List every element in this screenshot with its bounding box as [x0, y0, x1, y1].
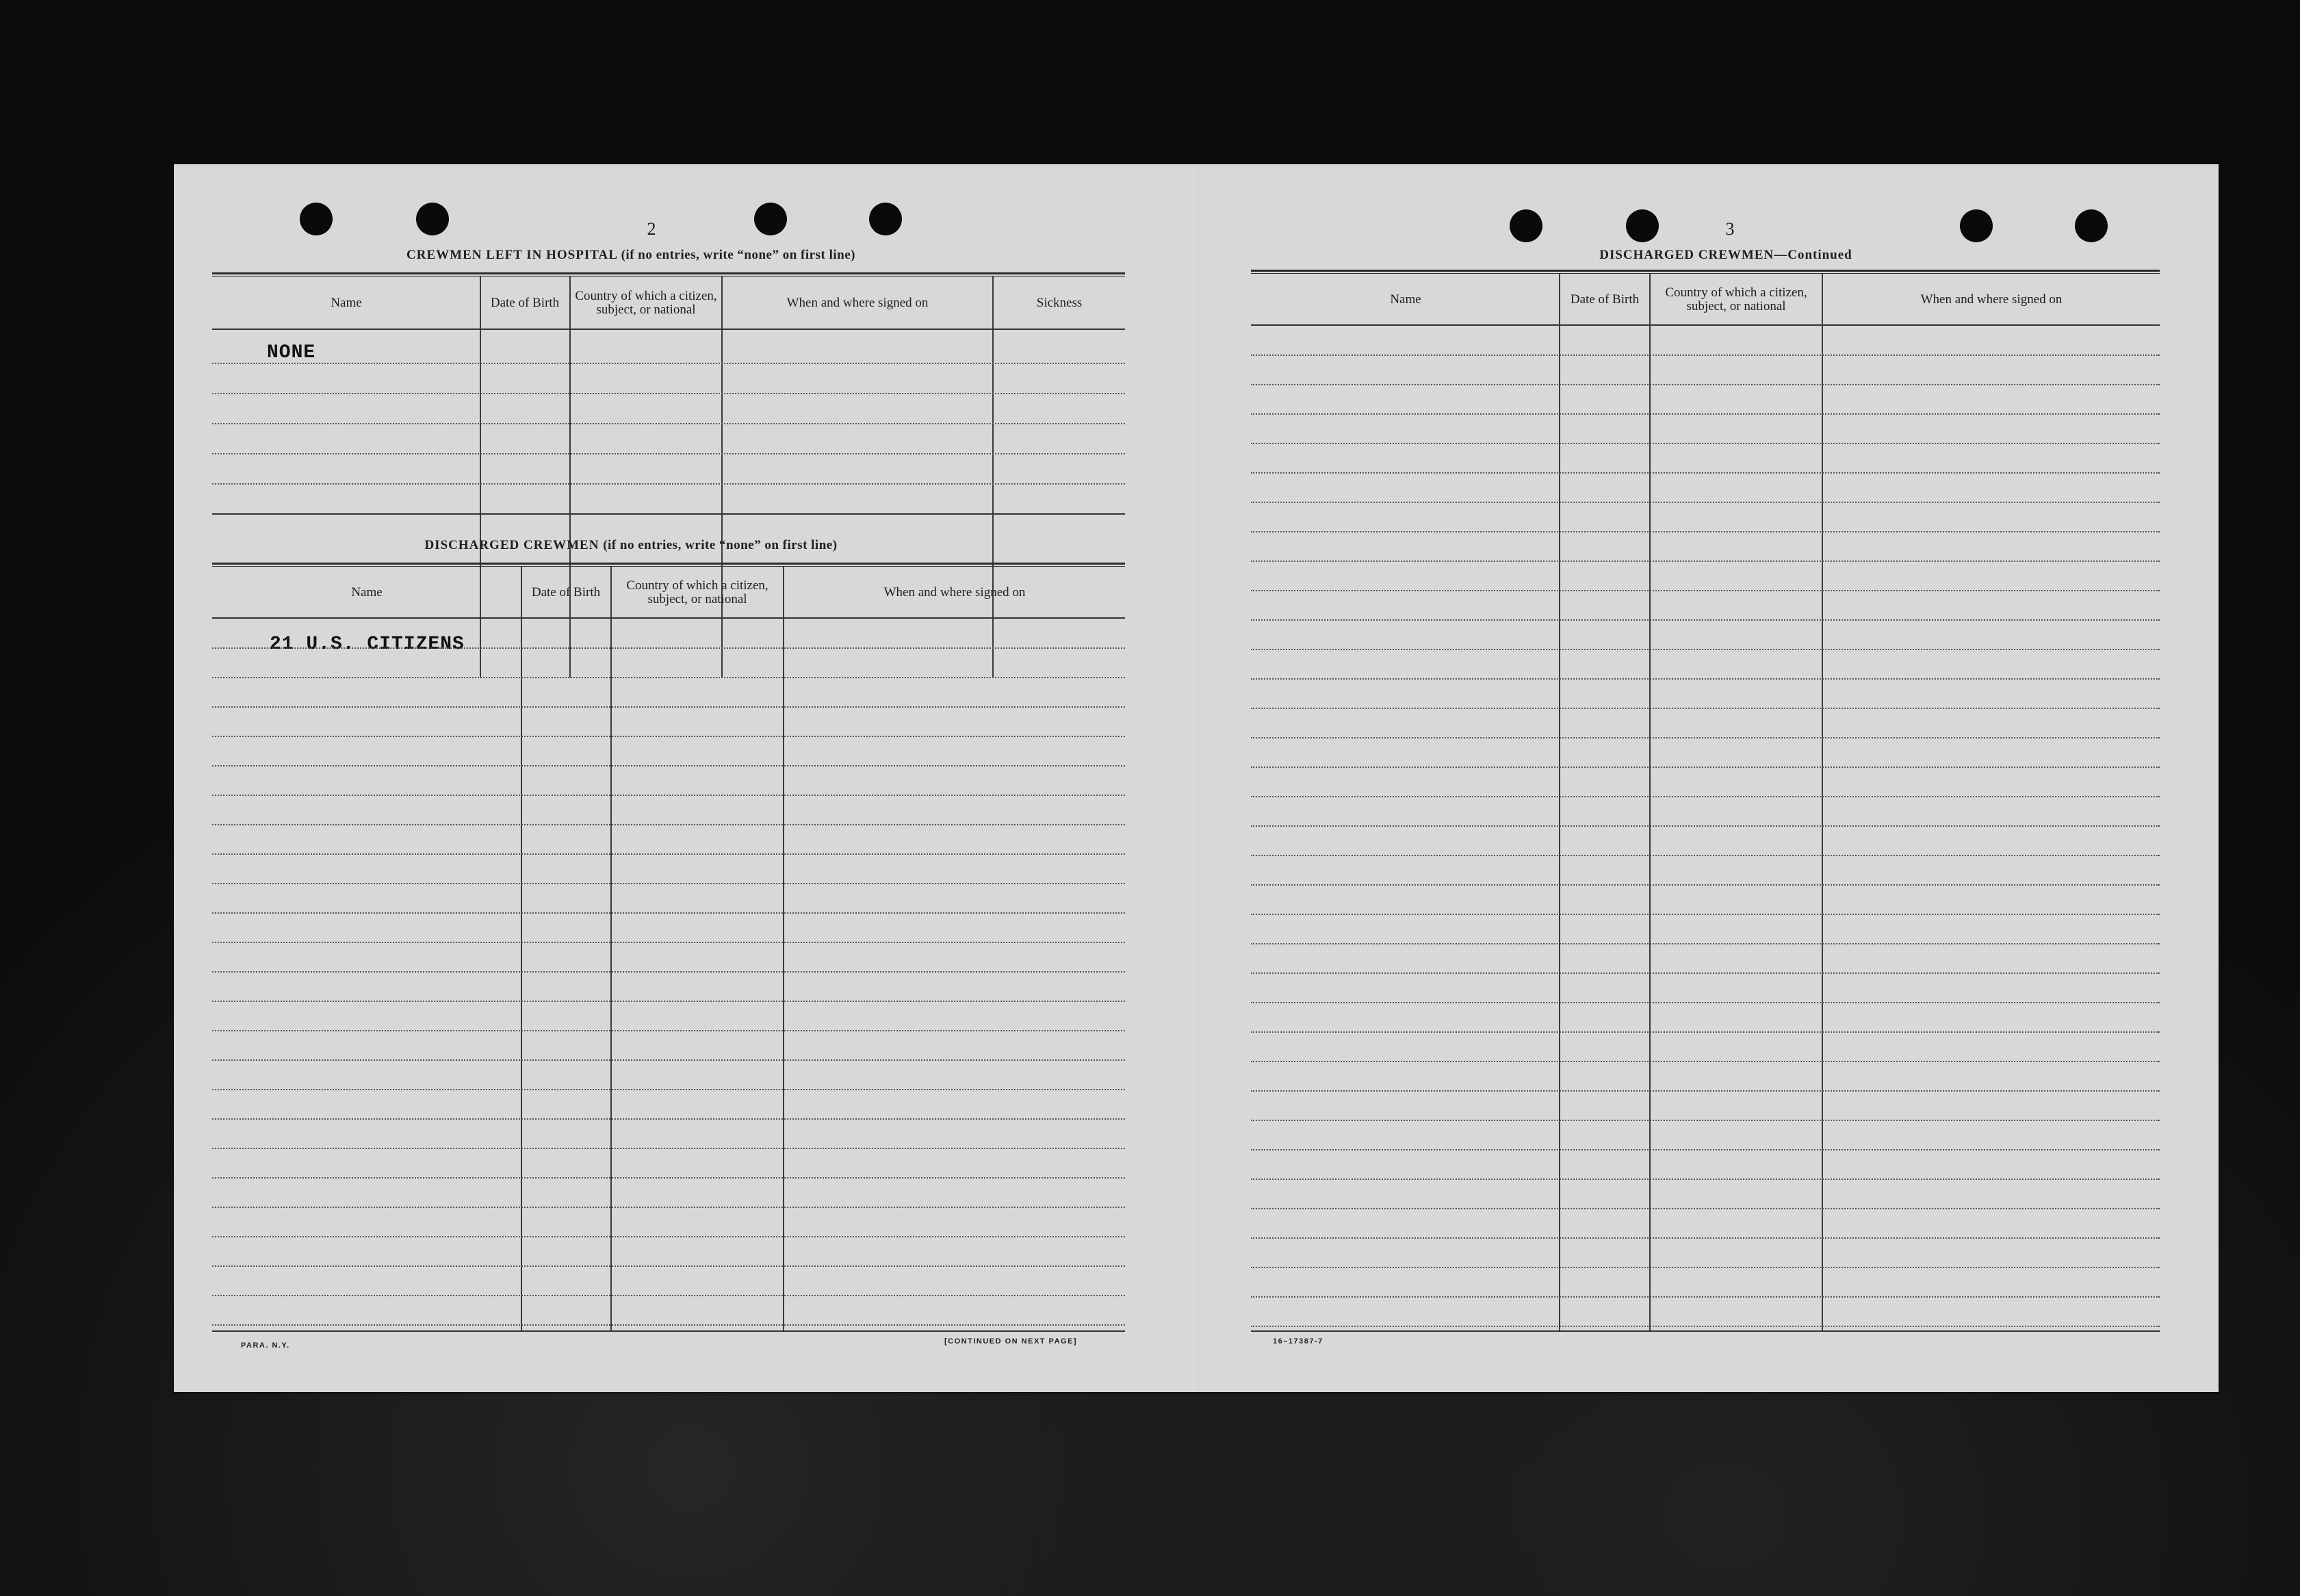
- form-line: [212, 883, 1125, 884]
- form-line: [1251, 561, 2160, 562]
- discharged-col-dob: Date of Birth: [531, 585, 601, 600]
- continued-bottom-rule: [1251, 1330, 2160, 1332]
- form-line: [1251, 1326, 2160, 1327]
- continued-col-divider: [1559, 274, 1560, 1330]
- form-line: [212, 483, 1125, 485]
- form-line: [1251, 855, 2160, 856]
- hospital-section-title: [214, 248, 1048, 263]
- form-line: [1251, 708, 2160, 709]
- form-line: [212, 1177, 1125, 1179]
- form-line: [1251, 502, 2160, 503]
- form-line: [1251, 1296, 2160, 1298]
- form-line: [212, 423, 1125, 424]
- form-line: [1251, 443, 2160, 444]
- form-line: [212, 1265, 1125, 1267]
- discharged-col-country: Country of which a citizen, subject, or national: [626, 578, 768, 606]
- discharged-title-note: (if no entries, write “none” on first line): [603, 538, 838, 552]
- continued-header-rule: [1251, 324, 2160, 326]
- form-line: [212, 765, 1125, 767]
- form-line: [1251, 737, 2160, 738]
- form-line: [212, 942, 1125, 943]
- discharged-col-divider: [783, 567, 784, 1330]
- page-number-left: 2: [647, 219, 656, 239]
- hospital-col-sickness: Sickness: [1036, 296, 1083, 310]
- form-line: [212, 912, 1125, 914]
- continued-col-signed: When and where signed on: [1920, 292, 2063, 307]
- form-line: [212, 363, 1125, 364]
- form-line: [1251, 1208, 2160, 1209]
- form-line: [212, 824, 1125, 825]
- page-fold: [1198, 164, 1200, 1392]
- form-line: [1251, 825, 2160, 827]
- form-line: [212, 1118, 1125, 1120]
- form-line: [1251, 943, 2160, 944]
- form-line: [1251, 1090, 2160, 1092]
- form-line: [212, 971, 1125, 973]
- discharged-col-signed: When and where signed on: [883, 585, 1026, 600]
- discharged-header-rule: [212, 617, 1125, 619]
- continued-col-dob: Date of Birth: [1570, 292, 1640, 307]
- discharged-entry: 21 U.S. CITIZENS: [270, 634, 465, 655]
- hospital-col-dob: Date of Birth: [490, 296, 560, 310]
- form-line: [1251, 1267, 2160, 1268]
- form-spread: [174, 164, 2219, 1392]
- form-line: [212, 1295, 1125, 1296]
- hospital-title-text: CREWMEN LEFT IN HOSPITAL: [406, 248, 617, 262]
- form-line: [212, 677, 1125, 678]
- continued-col-divider: [1822, 274, 1823, 1330]
- form-line: [1251, 1061, 2160, 1062]
- continued-col-name: Name: [1390, 292, 1421, 307]
- form-line: [1251, 1237, 2160, 1239]
- form-line: [1251, 884, 2160, 886]
- form-line: [1251, 384, 2160, 385]
- form-line: [1251, 796, 2160, 797]
- form-line: [1251, 1031, 2160, 1033]
- discharged-title-text: DISCHARGED CREWMEN: [424, 538, 599, 552]
- form-line: [1251, 619, 2160, 621]
- form-line: [212, 1089, 1125, 1090]
- punch-hole: [1510, 209, 1542, 242]
- punch-hole: [416, 203, 449, 235]
- form-line: [1251, 1179, 2160, 1180]
- form-line: [212, 1001, 1125, 1002]
- form-line: [212, 393, 1125, 394]
- form-line: [1251, 531, 2160, 532]
- continued-col-country: Country of which a citizen, subject, or national: [1665, 285, 1807, 313]
- form-line: [1251, 590, 2160, 591]
- punch-hole: [2075, 209, 2108, 242]
- form-line: [212, 706, 1125, 708]
- punch-hole: [1626, 209, 1659, 242]
- punch-hole: [869, 203, 902, 235]
- form-line: [1251, 1149, 2160, 1150]
- form-line: [1251, 649, 2160, 650]
- punch-hole: [754, 203, 787, 235]
- hospital-bottom-rule: [212, 513, 1125, 515]
- hospital-col-name: Name: [331, 296, 362, 310]
- printer-mark: PARA. N.Y.: [241, 1341, 290, 1350]
- form-line: [212, 1030, 1125, 1031]
- form-line: [212, 795, 1125, 796]
- form-line: [1251, 767, 2160, 768]
- hospital-entry-none: NONE: [267, 342, 316, 363]
- discharged-bottom-rule: [212, 1330, 1125, 1332]
- discharged-col-name: Name: [351, 585, 383, 600]
- form-line: [1251, 1002, 2160, 1003]
- discharged-col-divider: [610, 567, 612, 1330]
- form-line: [212, 1324, 1125, 1326]
- hospital-col-country: Country of which a citizen, subject, or national: [575, 289, 717, 317]
- continued-section-title: DISCHARGED CREWMEN—Continued: [1599, 248, 1852, 262]
- form-line: [1251, 413, 2160, 415]
- form-line: [212, 1236, 1125, 1237]
- form-line: [212, 736, 1125, 737]
- form-line: [1251, 678, 2160, 680]
- form-line: [212, 1059, 1125, 1061]
- form-line: [212, 1148, 1125, 1149]
- form-number: 16–17387-7: [1273, 1337, 1323, 1346]
- form-line: [1251, 472, 2160, 474]
- form-line: [1251, 973, 2160, 974]
- hospital-header-rule: [212, 329, 1125, 330]
- discharged-section-title: [214, 538, 1048, 553]
- form-line: [212, 853, 1125, 855]
- form-line: [1251, 1120, 2160, 1121]
- discharged-top-rule: [212, 563, 1125, 567]
- punch-hole: [1960, 209, 1993, 242]
- continued-note: [CONTINUED ON NEXT PAGE]: [944, 1337, 1078, 1346]
- continued-top-rule: [1251, 270, 2160, 274]
- form-line: [212, 453, 1125, 454]
- form-line: [1251, 355, 2160, 356]
- punch-hole: [300, 203, 333, 235]
- hospital-col-signed: When and where signed on: [786, 296, 929, 310]
- form-line: [212, 1207, 1125, 1208]
- form-line: [1251, 914, 2160, 915]
- page-number-right: 3: [1725, 219, 1735, 239]
- form-line: [212, 647, 1125, 649]
- discharged-col-divider: [521, 567, 522, 1330]
- hospital-title-note: (if no entries, write “none” on first line): [621, 248, 855, 262]
- continued-col-divider: [1649, 274, 1651, 1330]
- hospital-top-rule: [212, 272, 1125, 276]
